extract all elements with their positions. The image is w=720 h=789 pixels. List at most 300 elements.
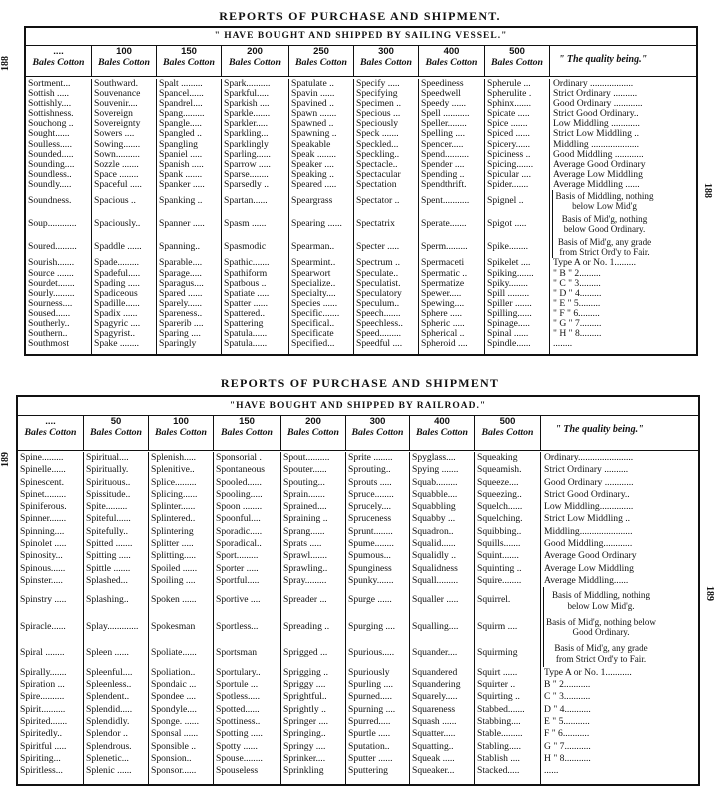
quality-type: ......: [544, 765, 559, 777]
code-word: Splintering: [151, 525, 194, 537]
code-word: Spondee ....: [151, 691, 197, 703]
top-header-row: [26, 45, 696, 77]
code-word: Sounding....: [28, 159, 75, 170]
code-word: Spicate .....: [487, 109, 530, 120]
code-word: Spectrum ..: [356, 258, 400, 269]
code-word: Space ........: [94, 169, 139, 180]
code-word: Spadeful.....: [94, 268, 141, 279]
code-word: Spurred.....: [348, 715, 391, 727]
code-word: Sponsor......: [151, 765, 197, 777]
quality-column: [550, 79, 656, 355]
code-word: Squelch......: [477, 501, 523, 513]
header-label: Bales Cotton: [90, 426, 142, 438]
quality-type: " E " 5.........: [553, 298, 601, 309]
code-word: Sounded.....: [28, 149, 74, 160]
bottom-header-row: [18, 415, 698, 451]
code-word: Stabling.....: [477, 740, 521, 752]
code-word: Spill .........: [487, 288, 530, 299]
header-cell: [157, 46, 222, 76]
code-word: Spectatrix: [356, 217, 395, 229]
code-word: Spitted .......: [86, 538, 133, 550]
quality-type: C " 3...........: [544, 691, 591, 703]
code-word: Sphinx.......: [487, 99, 531, 110]
code-word: Sparerib ....: [159, 318, 204, 329]
quality-grade: Low Middling ............: [553, 119, 640, 130]
code-word: Sprawl.......: [283, 550, 327, 562]
code-word-column: [149, 452, 214, 785]
code-word: Spadiceous: [94, 288, 138, 299]
code-word: Stable.........: [477, 728, 523, 740]
code-word: Sputtering: [348, 765, 388, 777]
code-word: Sparing ....: [159, 329, 201, 340]
code-word: Sport.........: [216, 550, 259, 562]
code-word: Sportful.....: [216, 574, 260, 586]
code-word: Specious ...: [356, 109, 401, 120]
quality-grade: Good Ordinary ............: [544, 476, 634, 488]
code-word: Sparagus....: [159, 278, 204, 289]
code-word: Sprouting..: [348, 464, 391, 476]
code-word: Spadix ......: [94, 308, 138, 319]
code-word: Spouse........: [216, 752, 263, 764]
code-word: Sparsedly ..: [224, 179, 270, 190]
code-word: Squabbling: [412, 501, 456, 513]
code-word: Speciously: [356, 119, 399, 130]
header-label: Bales Cotton: [425, 56, 478, 68]
code-word: Squatter.....: [412, 728, 456, 740]
code-word: Squills.......: [477, 538, 521, 550]
header-count: 400: [434, 416, 450, 427]
code-word: Sprained....: [283, 501, 327, 513]
code-word: Sowing.......: [94, 139, 141, 150]
header-label: Bales Cotton: [360, 56, 412, 68]
code-word: Splendor ..: [86, 728, 128, 740]
header-cell: [410, 416, 475, 450]
bottom-page-number-left: 189: [0, 452, 11, 467]
code-word: Spindle......: [487, 339, 531, 350]
code-word: Speech.......: [356, 308, 401, 319]
code-word: Spinolet .....: [20, 538, 67, 550]
code-word: Spewing....: [421, 298, 465, 309]
code-word: Spadille......: [94, 298, 140, 309]
code-word: Spiller .......: [487, 298, 532, 309]
code-word: Soundness.: [28, 195, 72, 207]
code-word: Spanking ..: [159, 195, 203, 207]
code-word: Sponsible ..: [151, 740, 197, 752]
code-word: Specifical..: [291, 318, 335, 329]
code-word: Sprain.......: [283, 488, 325, 500]
code-word: Sottish .....: [28, 89, 70, 100]
code-word: Squatting..: [412, 740, 454, 752]
code-word: Speed.........: [356, 329, 402, 340]
header-label: Bales Cotton: [24, 426, 77, 438]
code-word: Sourdet.......: [28, 278, 75, 289]
code-word: Spleenful....: [86, 666, 133, 678]
code-word: Spissitude..: [86, 488, 131, 500]
header-cell: [214, 416, 281, 450]
quality-grade: Low Middling..............: [544, 501, 634, 513]
quality-basis: Basis of Middling, nothing below Low Mid'g.: [543, 587, 658, 614]
code-word: Speck .......: [356, 129, 399, 140]
code-word: Sparrow .....: [224, 159, 271, 170]
quality-basis: Basis of Middling, nothing below Low Mid'g: [552, 190, 656, 213]
code-word-column: [346, 452, 410, 785]
code-word: Spontaneous: [216, 464, 266, 476]
code-word: Spinstry .....: [20, 594, 67, 606]
code-word: Squander....: [412, 647, 458, 659]
code-word: Spavined ..: [291, 99, 334, 110]
code-word: Spoiling ....: [151, 574, 196, 586]
code-word: Spume........: [348, 538, 394, 550]
header-label: Bales Cotton: [163, 56, 215, 68]
code-word: Spending ..: [421, 169, 465, 180]
code-word: Spawn .......: [291, 109, 337, 120]
code-word: Spanish .....: [159, 159, 204, 170]
code-word: Sovereign: [94, 109, 133, 120]
code-word: Soulless.....: [28, 139, 72, 150]
quality-grade: Strict Low Middling ..: [544, 513, 631, 525]
code-word: Splay.............: [86, 620, 139, 632]
code-word: Spleen ......: [86, 647, 129, 659]
quality-grade: Good Ordinary ............: [553, 99, 643, 110]
code-word: Sought......: [28, 129, 70, 140]
code-word: Squinting ..: [477, 562, 522, 574]
code-word: Spumous...: [348, 550, 391, 562]
code-word: Splicing......: [151, 488, 198, 500]
quality-basis: Basis of Mid'g, nothing below Good Ordinary.: [543, 614, 658, 641]
code-word: Spearing ......: [291, 217, 342, 229]
code-word: Squandering: [412, 679, 461, 691]
code-word: Specter .....: [356, 240, 400, 252]
code-word: Sportless...: [216, 620, 259, 632]
code-word: Spider.......: [487, 179, 529, 190]
quality-type: " C " 3.........: [553, 278, 601, 289]
code-word: Spattered..: [224, 308, 266, 319]
code-word: Spanker .....: [159, 179, 205, 190]
code-word: Speculate..: [356, 268, 399, 279]
code-word: Spurtle .....: [348, 728, 391, 740]
quality-basis: Basis of Mid'g, any grade from Strict Ord'y to Fair.: [552, 236, 656, 259]
code-word: Spying .......: [412, 464, 459, 476]
code-word: Spirally.......: [20, 666, 67, 678]
quality-type: Type A or No. 1.........: [553, 258, 637, 269]
code-word: Spermatic ..: [421, 268, 468, 279]
header-count: 150: [239, 416, 255, 427]
code-word: Spirited.......: [20, 715, 68, 727]
quality-grade: Average Good Ordinary: [553, 159, 646, 170]
code-word-column: [84, 452, 149, 785]
code-word: Sparkish ....: [224, 99, 270, 110]
quality-grade: Middling ....................: [553, 139, 640, 150]
code-word-column: [419, 79, 485, 355]
code-word: Spiritually.: [86, 464, 129, 476]
code-word: Sparse........: [224, 169, 269, 180]
code-word: Sowers ....: [94, 129, 135, 140]
header-cell: [149, 416, 214, 450]
quality-grade: Average Low Middling: [553, 169, 643, 180]
code-word: Speedy ......: [421, 99, 467, 110]
quality-grade: Ordinary.......................: [544, 452, 634, 463]
code-word: Sparingly: [159, 339, 197, 350]
code-word: Spine.........: [20, 452, 64, 463]
code-word: Spatulate ..: [291, 79, 334, 89]
code-word: Spangling: [159, 139, 198, 150]
code-word: Spherical ..: [421, 329, 465, 340]
code-word: Spottiness..: [216, 715, 261, 727]
code-word: Sparkling...: [224, 129, 269, 140]
code-word: Speaker ....: [291, 159, 334, 170]
code-word: Squadron..: [412, 525, 454, 537]
code-word-column: [485, 79, 550, 355]
header-cell: [354, 46, 419, 76]
quality-type: " D " 4.........: [553, 288, 602, 299]
code-word: Spiniferous.: [20, 501, 67, 513]
header-label: Bales Cotton: [481, 426, 534, 438]
code-word: Specifying: [356, 89, 398, 100]
code-word: Southerly..: [28, 318, 70, 329]
code-word: Squall.........: [412, 574, 459, 586]
code-word: Spouting...: [283, 476, 325, 488]
code-word: Squirm ....: [477, 620, 518, 632]
quality-type: " F " 6.........: [553, 308, 600, 319]
code-word: Spermaceti: [421, 258, 465, 269]
code-word: Splashed...: [86, 574, 128, 586]
code-word: Spicery......: [487, 139, 531, 150]
code-word: Spinner.......: [20, 513, 67, 525]
code-word: Spite.........: [86, 501, 128, 513]
code-word: Speculum..: [356, 298, 400, 309]
code-word: Spotting .....: [216, 728, 263, 740]
header-count: 300: [369, 416, 386, 427]
code-word: Sown..........: [94, 149, 140, 160]
header-cell: [346, 416, 410, 450]
header-cell: [84, 416, 149, 450]
code-word: Spartan......: [224, 195, 268, 207]
code-word: Spacious ..: [94, 195, 136, 207]
code-word: Sphere .....: [421, 308, 463, 319]
code-word: Spouseless: [216, 765, 259, 777]
code-word: Squalid......: [412, 538, 456, 550]
header-cell: [281, 416, 346, 450]
code-word: Spirituous..: [86, 476, 131, 488]
bottom-page-number-right: 189: [704, 586, 715, 601]
code-word: Squelching.: [477, 513, 523, 525]
code-word: Sporadical..: [216, 538, 262, 550]
code-word: Sottishness.: [28, 109, 74, 120]
code-word: Spiritless...: [20, 765, 63, 777]
code-word: Squeak .....: [412, 752, 455, 764]
code-word: Spinet.........: [20, 488, 67, 500]
code-word: Soundless..: [28, 169, 72, 180]
quality-type: Type A or No. 1...........: [544, 666, 632, 678]
code-word: Spoliation..: [151, 666, 196, 678]
code-word: Spangle.....: [159, 119, 202, 130]
code-word: Specified...: [291, 339, 335, 350]
code-word: Splashing..: [86, 594, 129, 606]
code-word: Sourish.......: [28, 258, 75, 269]
header-count: 500: [509, 46, 525, 57]
code-word: Sparely......: [159, 298, 203, 309]
code-word: Spyglass....: [412, 452, 456, 463]
code-word: Spheroid ....: [421, 339, 468, 350]
bottom-title: REPORTS OF PURCHASE AND SHIPMENT: [220, 376, 500, 390]
top-page-number-right: 188: [702, 183, 713, 198]
code-word: Sprang......: [283, 525, 325, 537]
code-word: Soused......: [28, 308, 71, 319]
header-cell: [18, 416, 84, 450]
code-word: Spaddle ......: [94, 240, 142, 252]
code-word: Soured.........: [28, 240, 77, 252]
header-count: 200: [305, 416, 321, 427]
top-subtitle: " HAVE BOUGHT AND SHIPPED BY SAILING VESSEL.": [214, 31, 508, 41]
code-word: Spinosity...: [20, 550, 63, 562]
header-label: Bales Cotton: [155, 426, 207, 438]
code-word: Sponsion..: [151, 752, 192, 764]
code-word: Spinescent.: [20, 476, 64, 488]
header-label: Bales Cotton: [221, 426, 273, 438]
code-word: Spurling ....: [348, 679, 394, 691]
header-count: ....: [53, 46, 64, 57]
code-word: Spilling......: [487, 308, 532, 319]
code-word: Spurned.....: [348, 691, 392, 703]
quality-type: F " 6...........: [544, 728, 590, 740]
code-word: Splintered..: [151, 513, 196, 525]
code-word: Squire........: [477, 574, 522, 586]
code-word: Spooled......: [216, 476, 262, 488]
code-word: Spading .....: [94, 278, 140, 289]
code-word: Squabble....: [412, 488, 458, 500]
code-word: Sprucely....: [348, 501, 392, 513]
code-word-column: [475, 452, 541, 785]
code-word: Spiking.......: [487, 268, 534, 279]
code-word: Sprawling..: [283, 562, 328, 574]
quality-type: D " 4...........: [544, 703, 591, 715]
code-word: Spang.........: [159, 109, 205, 120]
code-word: Spearmint..: [291, 258, 336, 269]
code-word: Spendthrift.: [421, 179, 467, 190]
code-word: Spunginess: [348, 562, 392, 574]
code-word: Sprinkling: [283, 765, 324, 777]
code-word: Speared .....: [291, 179, 337, 190]
code-word: Spoliate......: [151, 647, 197, 659]
code-word: Sportive ....: [216, 594, 261, 606]
code-word: Sparkler.....: [224, 119, 268, 130]
code-word: Spreader ...: [283, 594, 327, 606]
code-word-column: [410, 452, 475, 785]
code-word: Spuriously: [348, 666, 390, 678]
quality-type: H " 8...........: [544, 752, 591, 764]
code-word: Spotless.....: [216, 691, 260, 703]
code-word: Species ......: [291, 298, 338, 309]
code-word: Spittle .......: [86, 562, 131, 574]
code-word: Spiritful .....: [20, 740, 67, 752]
code-word: Sporter .....: [216, 562, 259, 574]
code-word: Spangled ..: [159, 129, 202, 140]
header-count: 500: [499, 416, 516, 427]
code-word: Splice.........: [151, 476, 197, 488]
header-cell: [419, 46, 485, 76]
code-word: Sponsal ......: [151, 728, 199, 740]
code-word: Southward.: [94, 79, 138, 89]
code-word: Squaller .....: [412, 594, 459, 606]
code-word: Spattering: [224, 318, 264, 329]
code-word: Spoonful....: [216, 513, 261, 525]
code-word: Sovereignty: [94, 119, 141, 130]
code-word: Soundly.....: [28, 179, 72, 190]
code-word: Speckled...: [356, 139, 399, 150]
code-word: Sperm.........: [421, 240, 468, 252]
code-word: Spasm ......: [224, 217, 267, 229]
code-word-column: [26, 79, 92, 355]
code-word: Spareness..: [159, 308, 203, 319]
code-word: Spheric .....: [421, 318, 465, 329]
code-word: Souvenir....: [94, 99, 138, 110]
code-word: Speedwell: [421, 89, 461, 100]
quality-type: " G " 7.........: [553, 318, 602, 329]
code-word: Spared ......: [159, 288, 203, 299]
code-word: Spriggy ....: [283, 679, 326, 691]
code-word: Squarely.....: [412, 691, 458, 703]
top-page-number-left: 188: [0, 56, 11, 71]
code-word: Soup............: [28, 217, 77, 229]
code-word: Speediness: [421, 79, 464, 89]
code-word: Spanning..: [159, 240, 201, 252]
code-word: Sprinker....: [283, 752, 326, 764]
header-cell: [485, 46, 550, 76]
code-word: Splitting.....: [151, 550, 197, 562]
code-word: Squab.........: [412, 476, 458, 488]
code-word: Spinning....: [20, 525, 65, 537]
code-word: Sparling......: [224, 149, 271, 160]
quality-header: " The quality being.": [555, 424, 644, 435]
code-word: Stacked.....: [477, 765, 520, 777]
code-word: Spearwort: [291, 268, 331, 279]
code-word: Sporadic.....: [216, 525, 263, 537]
code-word: Sputter ......: [348, 752, 393, 764]
code-word: Squeezing..: [477, 488, 522, 500]
code-word: Sparkle.......: [224, 109, 271, 120]
code-word: Souchong ..: [28, 119, 74, 130]
code-word: Spikelet ....: [487, 258, 531, 269]
code-word: Springy ....: [283, 740, 326, 752]
code-word: Splenic ......: [86, 765, 132, 777]
top-section: [0, 0, 720, 372]
code-word: Stablish ....: [477, 752, 520, 764]
code-word: Spermatize: [421, 278, 465, 289]
code-word: Splendrous.: [86, 740, 132, 752]
quality-grade: Strict Ordinary ..........: [553, 89, 638, 100]
code-word: Sprunt........: [348, 525, 393, 537]
code-word: Spirit..........: [20, 703, 66, 715]
code-word: Sprite ........: [348, 452, 393, 463]
code-word: Spinelle......: [20, 464, 66, 476]
code-word: Specialty....: [291, 288, 336, 299]
code-word: Sprigged ...: [283, 647, 328, 659]
code-word: Sperate.......: [421, 217, 467, 229]
code-word: Specialize..: [291, 278, 336, 289]
code-word: Splenitive..: [151, 464, 195, 476]
code-word: Spiracle......: [20, 620, 66, 632]
code-word: Squirt ......: [477, 666, 518, 678]
code-word: Sprightly ..: [283, 703, 326, 715]
code-word: Squibbing..: [477, 525, 522, 537]
code-word: Squash ......: [412, 715, 457, 727]
code-word: Spaceful .....: [94, 179, 142, 190]
code-word: Spectation: [356, 179, 397, 190]
code-word: Sponge. ......: [151, 715, 199, 727]
code-word: Squalidly ..: [412, 550, 456, 562]
code-word: Spaniel .....: [159, 149, 203, 160]
code-word: Spondaic ...: [151, 679, 197, 691]
